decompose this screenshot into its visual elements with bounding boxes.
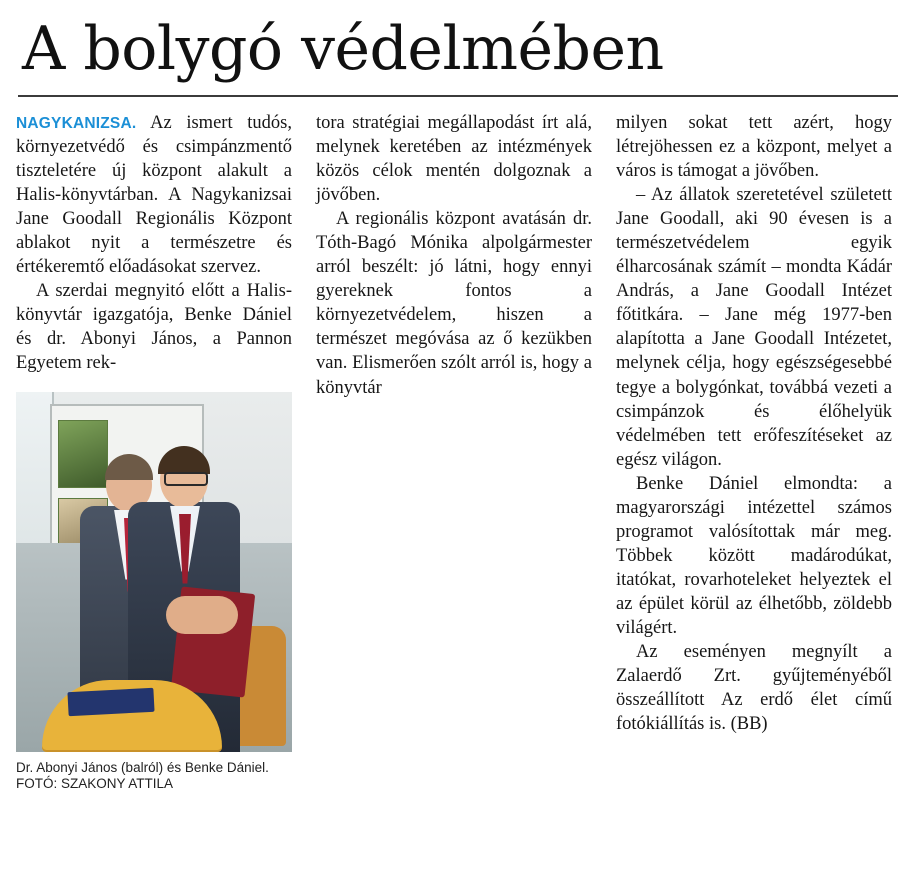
- paragraph: Az eseményen megnyílt a Zalaerdő Zrt. gyűjteményéből összeállított Az erdő élet című fotókiállítás is. (BB): [616, 642, 892, 735]
- photo-block: [16, 392, 292, 792]
- article-columns: [16, 111, 900, 792]
- paragraph: [16, 111, 292, 279]
- column-1: [16, 111, 292, 792]
- photo-blue-folder: [67, 687, 154, 715]
- paragraph: A szerdai megnyitó előtt a Halis-könyvtár igazgatója, Benke Dániel és dr. Abonyi János, a Pannon Egyetem rek-: [16, 281, 292, 374]
- page-title: A bolygó védelmében: [22, 14, 664, 84]
- paragraph: Benke Dániel elmondta: a magyarországi intézettel számos programot valósítottak már meg. Többek között madárodúkat, itatókat, rovarhoteleket helyeztek el az épület körül az élhetőbb, zöldebb világért.: [616, 473, 892, 638]
- paragraph: tora stratégiai megállapodást írt alá, melynek keretében az intézmények közös célok mentén dolgoznak a jövőben.: [316, 113, 592, 206]
- paragraph-text: Az ismert tudós, környezetvédő és csimpánzmentő tiszteletére új központ alakult a Halis-könyvtárban. A Nagykanizsai Jane Goodall Regionális Központ ablakot nyit a természetre és értékeremtő előadásokat szervez.: [16, 113, 293, 278]
- column-3: [616, 111, 892, 736]
- photo-handshake: [166, 596, 238, 634]
- column-2: [316, 111, 592, 400]
- article-photo: [16, 392, 292, 752]
- photo-hair: [158, 446, 210, 474]
- dateline-kicker: NAGYKANIZSA.: [16, 115, 137, 132]
- photo-glasses: [164, 472, 208, 486]
- paragraph: – Az állatok szeretetével született Jane Goodall, aki 90 évesen is a természetvédelem egyik élharcosának számít – mondta Kádár András, a Jane Goodall Intézet főtitkára. – Jane még 1977-ben alapította a Jane Goodall Intézetet, melynek célja, hogy egészségesebbé tegye a bolygónkat, továbbá vezeti a csimpánzok és élőhelyük védelmében tett erőfeszítéseket az egész világon.: [616, 185, 892, 470]
- paragraph: milyen sokat tett azért, hogy létrejöhessen ez a központ, melyet a város is támogat a jövőben.: [616, 113, 892, 182]
- header-divider: [18, 95, 898, 97]
- article-page: [0, 14, 916, 877]
- paragraph: A regionális központ avatásán dr. Tóth-Bagó Mónika alpolgármester arról beszélt: jó látni, hogy ennyi gyereknek fontos a környezetvédelem, hiszen a természet megóvása az ő kezükben van. Elismerően szólt arról is, hogy a könyvtár: [316, 209, 592, 398]
- photo-caption: Dr. Abonyi János (balról) és Benke Dániel. FOTÓ: SZAKONY ATTILA: [16, 759, 269, 791]
